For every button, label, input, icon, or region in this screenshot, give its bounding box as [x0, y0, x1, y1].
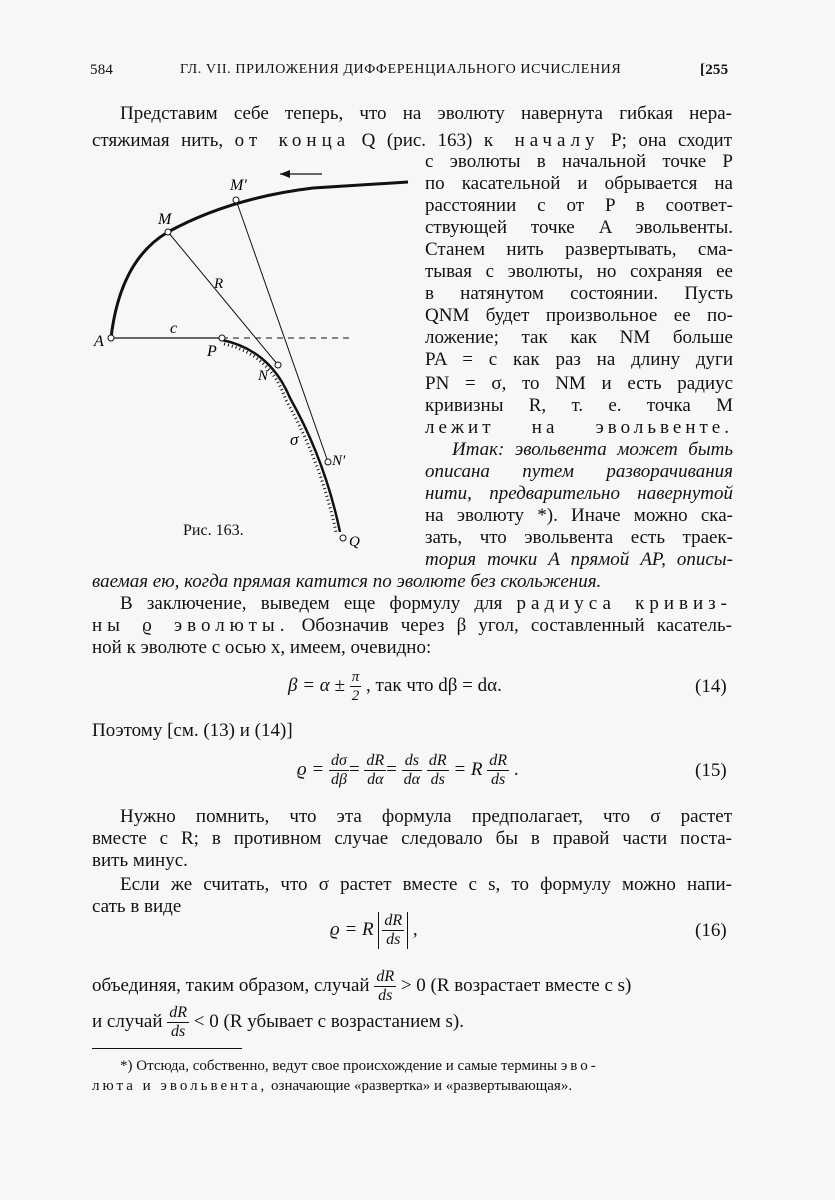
point-N	[275, 362, 281, 368]
label-Nprime: N′	[332, 453, 346, 469]
text-line: QNM будет произвольное ее по-	[425, 305, 733, 326]
text-line: тывая с эволюты, но сохраняя ее	[425, 261, 733, 282]
label-N: N	[258, 368, 269, 384]
point-A	[108, 335, 114, 341]
label-A: A	[94, 333, 104, 350]
point-M	[165, 229, 171, 235]
text-line: расстоянии c от P в соответ-	[425, 195, 733, 216]
text-line: кривизны R, т. е. точка M	[425, 395, 733, 416]
text-line: ложение; так как NM больше	[425, 327, 733, 348]
text-line: на эволюту *). Иначе можно ска-	[425, 505, 733, 526]
footnote-line: *) Отсюда, собственно, ведут свое происхождение и самые термины эво-	[120, 1058, 599, 1074]
text-line: Поэтому [см. (13) и (14)]	[92, 720, 293, 741]
text-line: Если же считать, что σ растет вместе с s, то формулу можно напи-	[120, 874, 732, 895]
text-line: вместе с R; в противном случае следовало бы в правой части поста-	[92, 828, 732, 849]
equation-16: ϱ = R $\frac{dR}{ds}$ ,	[330, 912, 418, 948]
text-line: зать, что эвольвента есть траек-	[425, 527, 733, 548]
text-line: Нужно помнить, что эта формула предполагает, что σ растет	[120, 806, 732, 827]
text-line: и случай $\frac{dR}{ds}$ < 0 (R убывает с возрастанием s).	[92, 1004, 464, 1040]
page-number: 584	[90, 62, 114, 78]
footnote-rule	[92, 1048, 242, 1049]
text-line: Представим себе теперь, что на эволюту навернута гибкая нера-	[120, 103, 732, 124]
text-line: описана путем разворачивания	[425, 461, 733, 482]
label-Mprime: M′	[230, 177, 247, 194]
text-line: по касательной и обрывается на	[425, 173, 733, 194]
arrow-head	[280, 170, 290, 178]
text-line: с эволюты в начальной точке P	[425, 151, 733, 172]
equation-number: (14)	[695, 676, 727, 697]
evolute-curve	[222, 340, 340, 532]
text-line: лежит на эвольвенте.	[425, 417, 733, 438]
text-line: сать в виде	[92, 896, 182, 917]
equation-number: (15)	[695, 760, 727, 781]
text-line: Станем нить развертывать, сма-	[425, 239, 733, 260]
point-P	[219, 335, 225, 341]
text-line: нити, предварительно навернутой	[425, 483, 733, 504]
label-P: P	[207, 343, 217, 360]
equation-number: (16)	[695, 920, 727, 941]
text-line: тория точки A прямой AP, описы-	[425, 549, 733, 570]
text-line: стяжимая нить, от конца Q (рис. 163) к началу P; она сходит	[92, 130, 733, 151]
text-line: ной к эволюте с осью x, имеем, очевидно:	[92, 637, 432, 658]
label-c: c	[170, 320, 178, 337]
text-line: Итак: эвольвента может быть	[452, 439, 733, 460]
equation-15: ϱ = $\frac{d\sigma}{d\beta}$ = $\frac{dR}{d\alpha}$ = $\frac{ds}{d\alpha}$ $\frac{dR}{ds}$ = R $\frac{dR}{ds}$ .	[297, 752, 519, 788]
text-line: объединяя, таким образом, случай $\frac{dR}{ds}$ > 0 (R возрастает вместе с s)	[92, 968, 632, 1004]
label-Q: Q	[349, 534, 360, 550]
label-M: M	[158, 211, 172, 228]
label-R: R	[214, 276, 224, 292]
involute-curve	[111, 182, 408, 338]
text-line: ваемая ею, когда прямая катится по эволюте без скольжения.	[92, 571, 602, 592]
point-Mprime	[233, 197, 239, 203]
text-line: вить минус.	[92, 850, 188, 871]
label-sigma: σ	[290, 430, 299, 449]
equation-14: β = α ± $\frac{\pi}{2}$ , так что dβ = dα.	[288, 669, 502, 704]
text-line: В заключение, выведем еще формулу для радиуса кривиз-	[120, 593, 732, 614]
figure-163	[90, 160, 420, 550]
point-Q	[340, 535, 346, 541]
text-line: ны ϱ эволюты. Обозначив через β угол, составленный касатель-	[92, 615, 732, 636]
text-line: в натянутом состоянии. Пусть	[425, 283, 733, 304]
section-number: [255	[700, 62, 729, 78]
text-line: PN = σ, то NM и есть радиус	[425, 373, 733, 394]
figure-caption: Рис. 163.	[183, 522, 244, 539]
footnote-line: люта и эвольвента, означающие «развертка» и «развертывающая».	[92, 1078, 573, 1094]
text-line: PA = c как раз на длину дуги	[425, 349, 733, 370]
text-line: ствующей точке A эвольвенты.	[425, 217, 733, 238]
radius-MN	[168, 232, 278, 365]
point-Nprime	[325, 459, 331, 465]
running-head: ГЛ. VII. ПРИЛОЖЕНИЯ ДИФФЕРЕНЦИАЛЬНОГО ИСЧИСЛЕНИЯ	[180, 62, 622, 77]
